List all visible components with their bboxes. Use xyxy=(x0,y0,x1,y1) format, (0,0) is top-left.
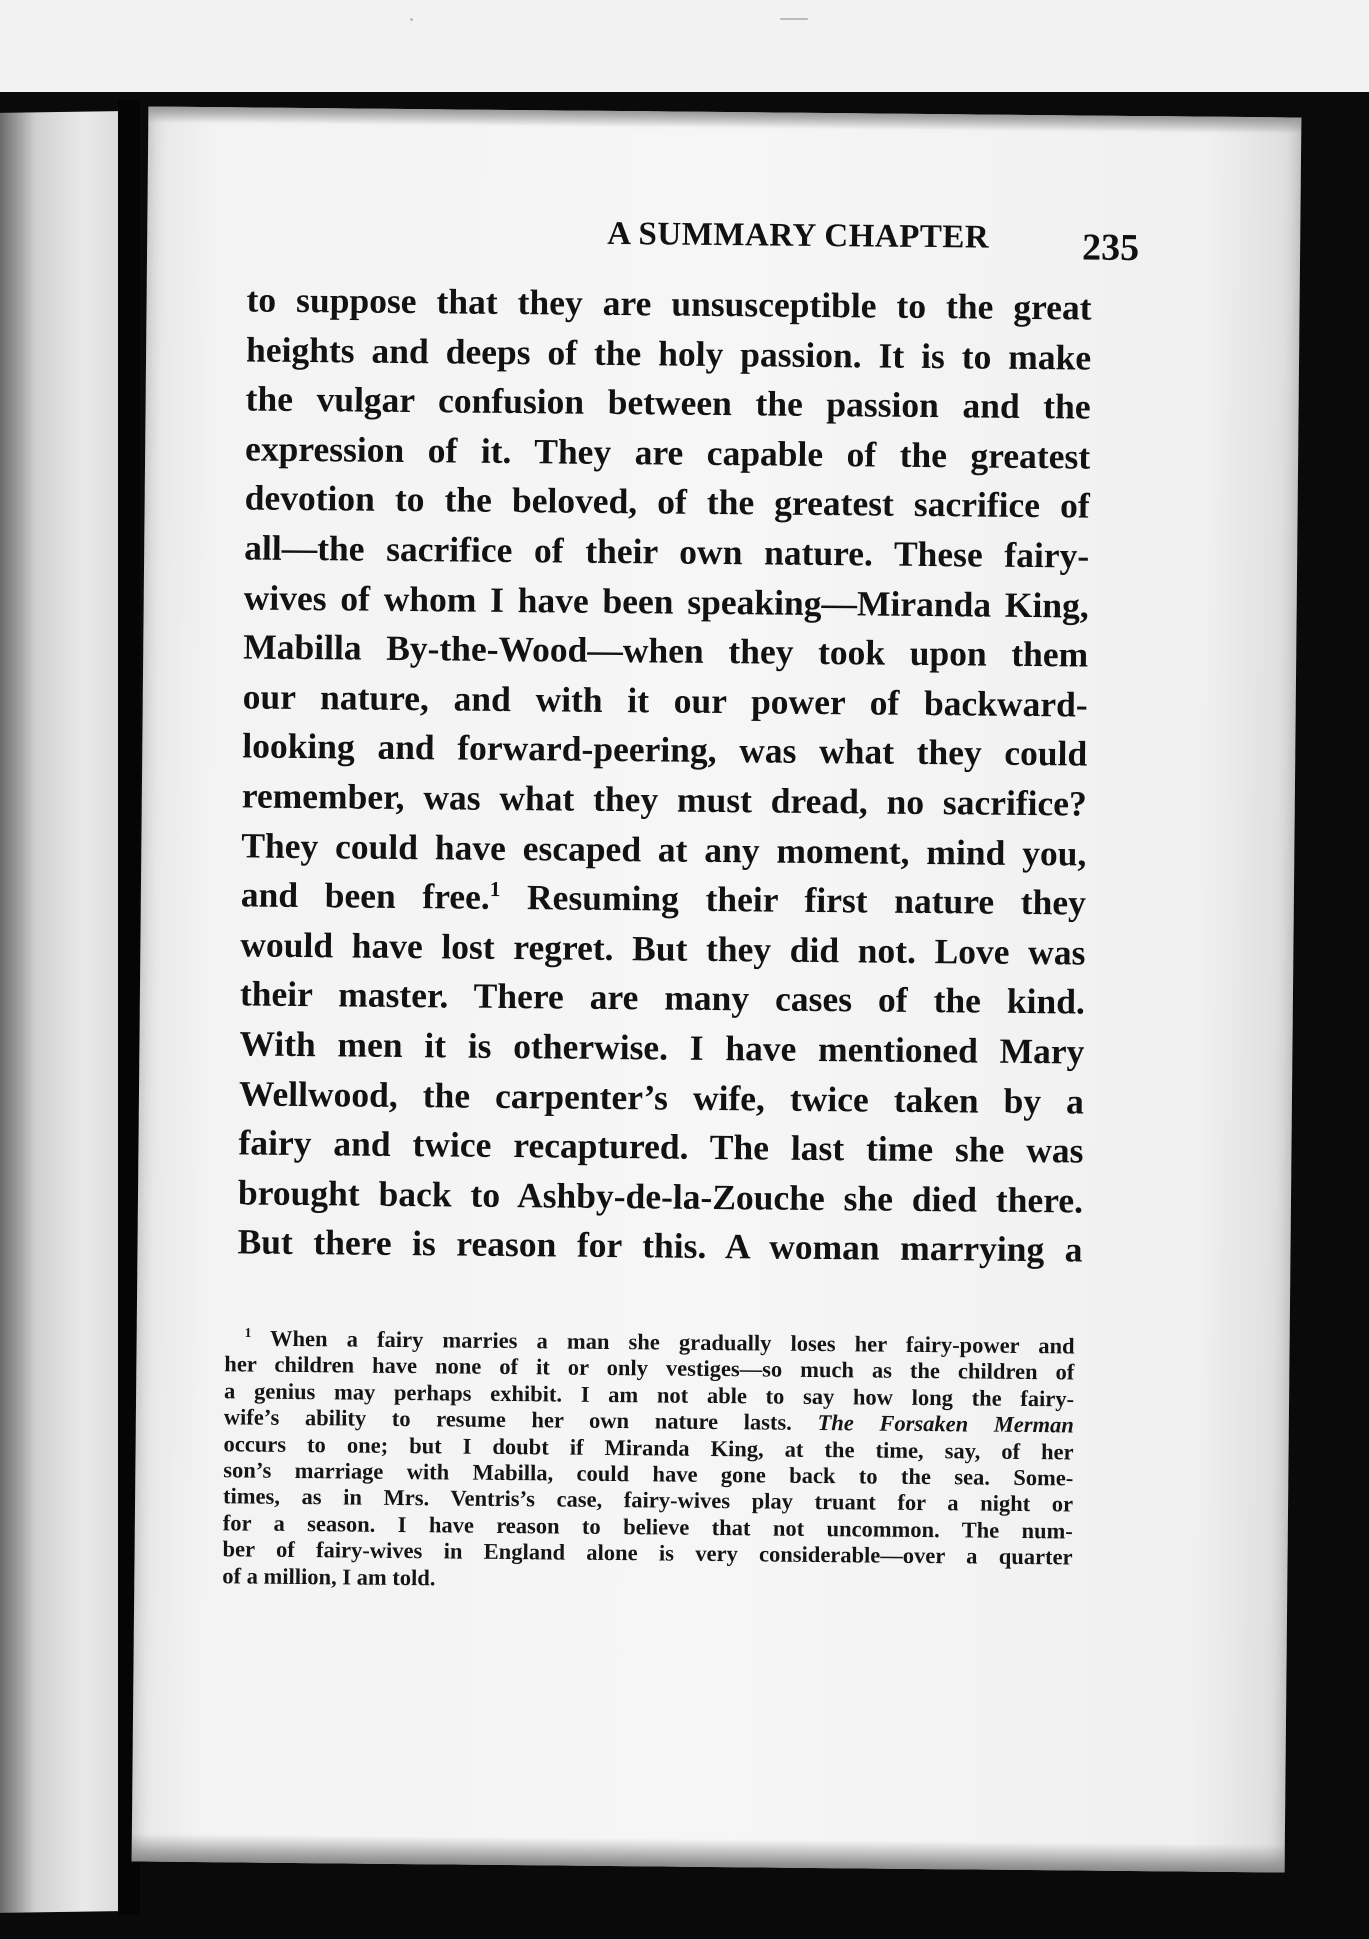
footnote-line: son’s marriage with Mabilla, could have gone back to the sea. Some- xyxy=(223,1457,1074,1491)
body-line: the vulgar confusion between the passion and the xyxy=(245,378,1091,427)
body-line: all—the sacrifice of their own nature. These fairy- xyxy=(244,527,1090,576)
body-line: heights and deeps of the holy passion. It is to make xyxy=(245,329,1092,378)
body-line: looking and forward-peering, was what they could xyxy=(242,725,1088,774)
footnote-text: wife’s ability to resume her own nature lasts. xyxy=(223,1404,792,1435)
body-line-text: Resuming their first nature they xyxy=(500,877,1087,923)
body-line: their master. There are many cases of the kind. xyxy=(239,973,1086,1022)
body-line: to suppose that they are unsusceptible to the great xyxy=(246,279,1092,328)
footnote-line: of a million, I am told. xyxy=(222,1562,436,1590)
running-title: A SUMMARY CHAPTER xyxy=(607,215,990,256)
body-line: expression of it. They are capable of the greatest xyxy=(244,428,1091,477)
body-line: devotion to the beloved, of the greatest sacrifice of xyxy=(244,477,1090,526)
page-number: 235 xyxy=(1081,226,1140,270)
footnote-line: ber of fairy-wives in England alone is very considerable—over a quarter xyxy=(222,1536,1073,1570)
footnote-line: a genius may perhaps exhibit. I am not able to say how long the fairy- xyxy=(224,1378,1075,1412)
body-line: Wellwood, the carpenter’s wife, twice taken by a xyxy=(238,1072,1085,1122)
body-text xyxy=(237,275,1091,1275)
footnote xyxy=(222,1325,1074,1597)
body-line: would have lost regret. But they did not. Love was xyxy=(240,924,1086,973)
body-line: our nature, and with it our power of backward- xyxy=(242,676,1088,725)
body-line-with-footnote-ref xyxy=(241,871,1086,929)
footnote-marker: 1 xyxy=(244,1324,252,1341)
facing-page-edge xyxy=(0,111,118,1913)
body-line-text: and been free. xyxy=(240,874,490,917)
footnote-line: occurs to one; but I doubt if Miranda King, at the time, say, of her xyxy=(223,1430,1074,1465)
body-line: fairy and twice recaptured. The last time she was xyxy=(238,1122,1084,1171)
dust-speck xyxy=(780,18,808,20)
body-line: They could have escaped at any moment, mind you, xyxy=(241,824,1087,874)
body-line: remember, was what they must dread, no sacrifice? xyxy=(241,775,1087,824)
footnote-line: her children have none of it or only vestiges—so much as the children of xyxy=(224,1351,1075,1385)
body-line: With men it is otherwise. I have mentioned Mary xyxy=(239,1023,1085,1072)
body-line: But there is reason for this. A woman marrying a xyxy=(237,1221,1083,1270)
dust-speck xyxy=(410,18,413,21)
body-line: brought back to Ashby-de-la-Zouche she died there. xyxy=(237,1172,1084,1221)
footnote-line: for a season. I have reason to believe that not uncommon. The num- xyxy=(222,1510,1073,1544)
book-page xyxy=(132,107,1302,1873)
footnote-reference: 1 xyxy=(489,877,501,902)
footnote-text: When a fairy marries a man she gradually loses her fairy-power and xyxy=(269,1325,1075,1359)
body-line: wives of whom I have been speaking—Miranda King, xyxy=(243,577,1089,626)
footnote-italic-title: The Forsaken Merman xyxy=(817,1410,1074,1438)
footnote-line: times, as in Mrs. Ventris’s case, fairy-wives play truant for a night or xyxy=(222,1483,1074,1517)
scanner-top-margin xyxy=(0,0,1369,92)
body-line: Mabilla By-the-Wood—when they took upon them xyxy=(243,626,1089,675)
